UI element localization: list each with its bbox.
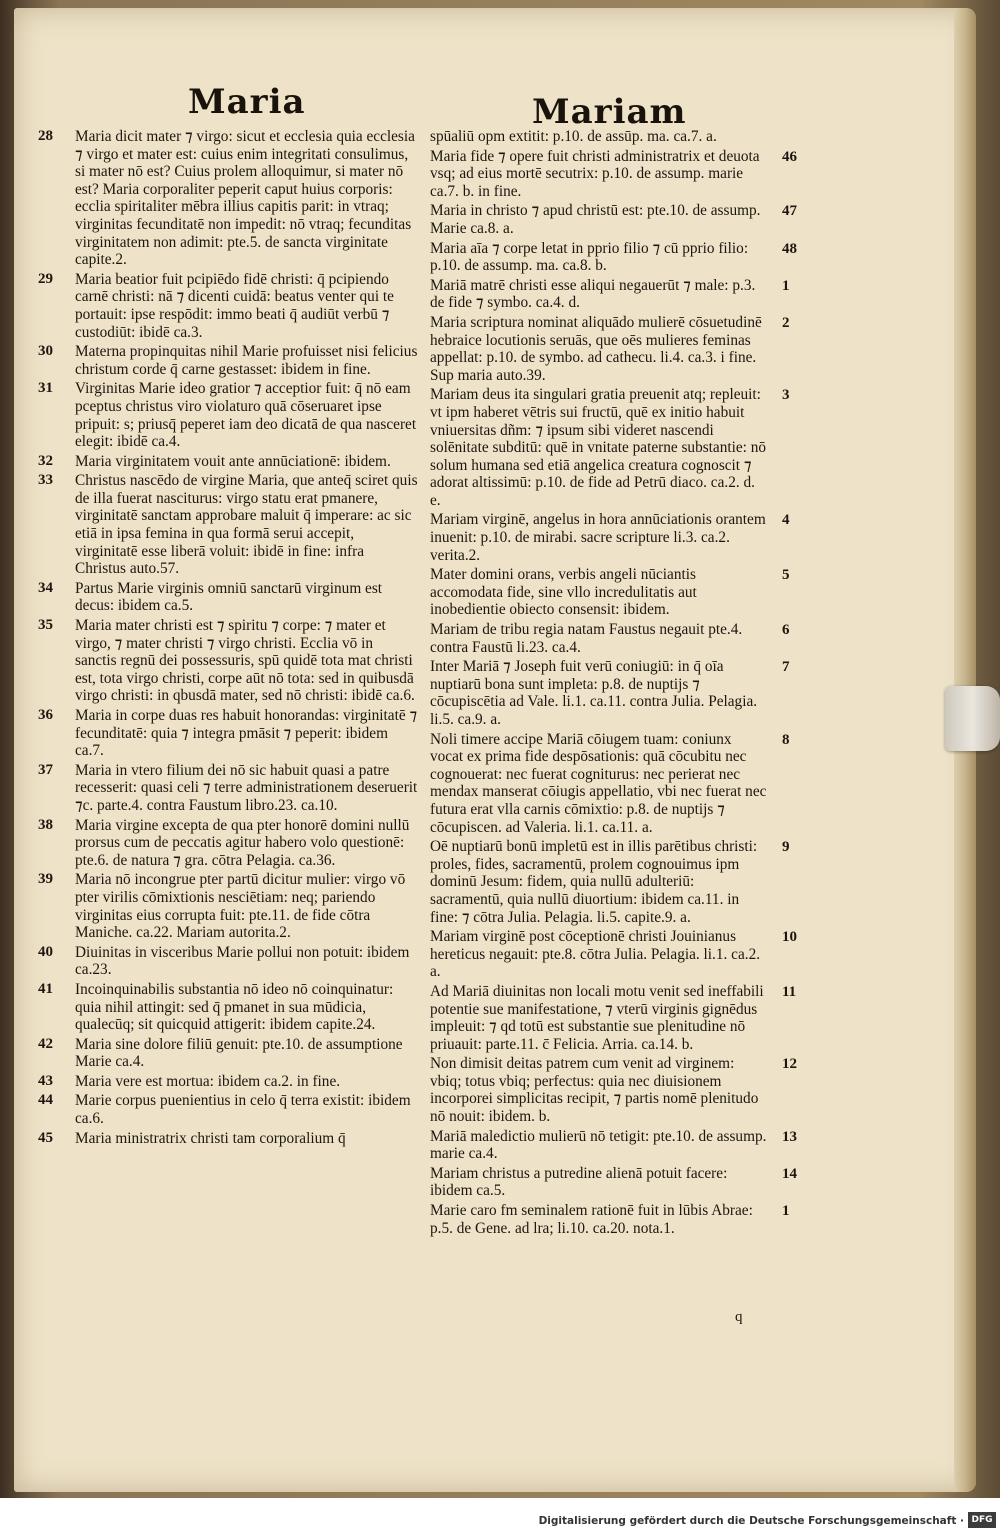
entry-number: 35: [38, 617, 53, 634]
entry-number: 46: [782, 148, 797, 165]
index-entry: [430, 1165, 810, 1200]
page-clip: [945, 686, 1000, 751]
entry-number: 47: [782, 203, 797, 220]
heading-right: Mariam: [532, 92, 687, 132]
entry-text: Maria vere est mortua: ibidem ca.2. in fine.: [75, 1072, 341, 1090]
entry-text: Non dimisit deitas patrem cum venit ad virginem: vbiq; totus vbiq; perfectus: quia nec diuisionem incorporei simplicitas recipit, ⁊ partis nomē plenitudo nō nouit: ibidem. b.: [430, 1055, 759, 1126]
entry-number: 45: [38, 1129, 53, 1146]
heading-left: Maria: [188, 82, 306, 122]
entry-text: spūaliū opm extitit: p.10. de assūp. ma. ca.7. a.: [430, 128, 717, 145]
index-entry: [430, 314, 810, 384]
entry-number: 43: [38, 1072, 53, 1089]
entry-text: Maria dicit mater ⁊ virgo: sicut et ecclesia quia ecclesia ⁊ virgo et mater est: cuius enim integritati consulimus, si mater nō est? Cuius prolem alloquimur, si mater nō est? Maria corporaliter peperit caput huius corporis: ecclia spiritaliter mēbra illius capitis parit: in vtraq; virginitas fecunditatē non impedit: nō vtraq; fecunditas virginitatem non adimit: pte.5. de sancta virginitate capite.2.: [75, 128, 415, 269]
entry-number: 1: [782, 277, 790, 294]
index-entry: [430, 658, 810, 728]
entry-text: Virginitas Marie ideo gratior ⁊ acceptior fuit: q̄ nō eam pceptus christus viro violaturo quā cōseruaret ipse pripuit: s; priusq̄ peperet iam deo dicatā de qua nasceret elegit: ibidē ca.4.: [75, 380, 417, 451]
index-entry: [430, 928, 810, 981]
entry-text: Mariam virginē, angelus in hora annūciationis orantem inuenit: p.10. de mirabi. sacre scripture li.3. ca.2. verita.2.: [430, 511, 766, 564]
entry-text: Ad Mariā diuinitas non locali motu venit sed ineffabili potentie sue manifestatione, ⁊ vterū virginis gignēdus impleuit: ⁊ qd totū est substantie sue plenitudine nō priuauit: parte.11. c̄ Felicia. Arria. ca.14. b.: [430, 982, 764, 1053]
index-entry: [38, 707, 418, 760]
entry-number: 6: [782, 622, 790, 639]
entry-number: 8: [782, 731, 790, 748]
entry-number: 48: [782, 240, 797, 257]
entry-number: 40: [38, 943, 53, 960]
index-entry: [38, 1130, 418, 1148]
entry-text: Maria ministratrix christi tam corporalium q̄: [75, 1129, 346, 1147]
index-entry: [38, 453, 418, 471]
entry-text: Noli timere accipe Mariā cōiugem tuam: coniunx vocat ex prima fide despōsationis: quā cōcubitu nec cognouerat: nec fuerat cogniturus: nec perierat nec mendax manserat cōiugis appellatio, vbi nec fuerat nec futura erat vlla carnis cōmixtio: p.8. de nuptijs ⁊ cōcupiscen. ad Valeria. li.1. ca.11. a.: [430, 730, 767, 836]
index-entry: [38, 617, 418, 705]
dfg-logo: DFG: [968, 1512, 996, 1528]
entry-text: Maria scriptura nominat aliquādo mulierē cōsuetudinē hebraice locutionis seruās, que oēs mulieres feminas appellat: p.10. de symbo. ad cathecu. li.4. ca.3. i fine. Sup maria auto.39.: [430, 313, 762, 384]
entry-number: 28: [38, 128, 53, 144]
entry-text: Maria fide ⁊ opere fuit christi administratrix et deuota vsq; ad eius mortē secutrix: p.10. de assump. marie ca.7. b. in fine.: [430, 147, 760, 200]
right-column: [430, 128, 810, 1239]
index-entry: [38, 1036, 418, 1071]
footer-credit: Digitalisierung gefördert durch die Deutsche Forschungsgemeinschaft ·: [538, 1515, 964, 1527]
entry-text: Mater domini orans, verbis angeli nūciantis accomodata fide, sine vllo incredulitatis aut inobedientie obiecto consensit: ibidem.: [430, 566, 697, 619]
entry-number: 36: [38, 707, 53, 723]
entry-text: Maria mater christi est ⁊ spiritu ⁊ corpe: ⁊ mater et virgo, ⁊ mater christi ⁊ virgo christi. Ecclia vō in sanctis regnū dei possessuris, spū quidē tota mat christi est, tota virgo christi, corpe aūt nō tota: sed in quibusdā virgo christi: in qbusdā mater, sed nō christi: ibidē ca.6.: [75, 617, 415, 705]
entry-number: 9: [782, 839, 790, 856]
entry-text: Maria beatior fuit pcipiēdo fidē christi: q̄ pcipiendo carnē christi: nā ⁊ dicenti cuidā: beatus venter qui te portauit: ipse respōdit: immo beati q̄ audiūt verbū ⁊ custodiūt: ibidē ca.3.: [75, 270, 394, 341]
entry-number: 4: [782, 512, 790, 529]
index-entry: [38, 1092, 418, 1127]
index-entry: [430, 621, 810, 656]
index-entry: [430, 386, 810, 509]
index-entry: [430, 511, 810, 564]
signature-mark: q: [735, 1309, 743, 1325]
entry-number: 44: [38, 1092, 53, 1109]
entry-text: Mariam christus a putredine alienā potuit facere: ibidem ca.5.: [430, 1164, 728, 1200]
index-entry: [38, 817, 418, 870]
entry-text: Partus Marie virginis omniū sanctarū virginum est decus: ibidem ca.5.: [75, 579, 383, 615]
entry-text: Mariā maledictio mulierū nō tetigit: pte.10. de assump. marie ca.4.: [430, 1127, 767, 1163]
entry-text: Mariam de tribu regia natam Faustus negauit pte.4. contra Faustū li.23. ca.4.: [430, 621, 743, 656]
entry-text: Oē nuptiarū bonū impletū est in illis parētibus christi: proles, fides, sacramentū, prolem cognouimus ipm dominū Jesum: fidem, quia nullū adulteriū: sacramentū, quia nullū diuortium: ibidem ca.11. in fine: ⁊ cōtra Julia. Pelagia. li.5. capite.9. a.: [430, 838, 758, 926]
index-entry: [430, 240, 810, 275]
index-entry: [38, 871, 418, 941]
index-entry: [430, 148, 810, 201]
index-entry: [430, 1202, 810, 1237]
index-entry: [430, 1128, 810, 1163]
entry-text: Maria in christo ⁊ apud christū est: pte.10. de assump. Marie ca.8. a.: [430, 202, 761, 237]
entry-number: 11: [782, 983, 797, 1000]
entry-text: Mariam virginē post cōceptionē christi Jouinianus hereticus negauit: pte.8. cōtra Julia. Pelagia. li.1. ca.2. a.: [430, 928, 761, 981]
left-column: [38, 128, 418, 1149]
entry-number: 14: [782, 1165, 797, 1182]
entry-number: 34: [38, 579, 53, 596]
index-entry: [430, 202, 810, 237]
entry-number: 3: [782, 387, 790, 404]
entry-number: 5: [782, 567, 790, 584]
index-entry: [38, 762, 418, 815]
entry-number: 30: [38, 343, 53, 360]
index-entry: [38, 380, 418, 450]
index-entry: [38, 580, 418, 615]
entry-number: 31: [38, 380, 53, 397]
entry-number: 39: [38, 871, 53, 888]
index-entry: [430, 983, 810, 1053]
index-entry: [38, 1073, 418, 1091]
entry-text: Materna propinquitas nihil Marie profuisset nisi felicius christum corde q̄ carne gestasset: ibidem in fine.: [75, 343, 418, 378]
entry-text: Mariam deus ita singulari gratia preuenit atq; repleuit: vt ipm haberet vētris sui fructū, quē ex initio habuit vniuersitas dñm: ⁊ ipsum sibi videret nascendi solēnitate subditū: quē in vnitate paterne substantie: nō solum humana sed etiā angelica creatura cognoscit ⁊ adorat altissimū: p.10. de fide ad Petrū diaco. ca.2. d. e.: [430, 386, 767, 509]
entry-text: Marie caro fm seminalem rationē fuit in lūbis Abrae: p.5. de Gene. ad lra; li.10. ca.20. nota.1.: [430, 1202, 753, 1237]
entry-number: 13: [782, 1128, 797, 1145]
index-entry: [430, 1055, 810, 1125]
entry-number: 2: [782, 314, 790, 331]
entry-text: Maria virgine excepta de qua pter honorē domini nullū prorsus cum de peccatis agitur habero volo questionē: pte.6. de natura ⁊ gra. cōtra Pelagia. ca.36.: [75, 816, 410, 869]
index-entry: [38, 128, 418, 269]
entry-text: Incoinquinabilis substantia nō ideo nō coinquinatur: quia nihil attingit: sed q̄ pmanet in sua mūdicia, qualecūq; sit quicquid attigerit: ibidem capite.24.: [75, 980, 394, 1034]
entry-number: 1: [782, 1203, 790, 1220]
index-entry: [430, 277, 810, 312]
entry-text: Marie corpus puenientius in celo q̄ terra existit: ibidem ca.6.: [75, 1092, 411, 1128]
index-entry: [38, 981, 418, 1034]
index-entry: [430, 566, 810, 619]
entry-number: 10: [782, 929, 797, 946]
index-entry: [38, 944, 418, 979]
entry-number: 38: [38, 816, 53, 833]
entry-text: Maria aīa ⁊ corpe letat in pprio filio ⁊ cū pprio filio: p.10. de assump. ma. ca.8. b.: [430, 239, 749, 275]
entry-number: 41: [38, 980, 53, 997]
entry-text: Inter Mariā ⁊ Joseph fuit verū coniugiū: in q̄ oīa nuptiarū bona sunt impleta: p.8. de nuptijs ⁊ cōcupiscētia ad Vale. li.1. ca.11. contra Julia. Pelagia. li.5. ca.9. a.: [430, 658, 758, 728]
entry-number: 7: [782, 659, 790, 676]
entry-text: Maria virginitatem vouit ante annūciationē: ibidem.: [75, 452, 391, 470]
index-entry: [38, 343, 418, 378]
index-entry: [430, 731, 810, 837]
index-entry: [38, 271, 418, 341]
entry-number: 42: [38, 1035, 53, 1052]
entry-text: Maria sine dolore filiū genuit: pte.10. de assumptione Marie ca.4.: [75, 1035, 403, 1071]
index-entry: [38, 472, 418, 578]
entry-number: 33: [38, 472, 53, 489]
entry-number: 29: [38, 270, 53, 287]
entry-text: Maria in corpe duas res habuit honorandas: virginitatē ⁊ fecunditatē: quia ⁊ integra pmāsit ⁊ peperit: ibidem ca.7.: [75, 707, 418, 760]
entry-text: Christus nascēdo de virgine Maria, que anteq̄ sciret quis de illa fuerat nasciturus: virgo statu erat pmanere, virginitatē sanctam approbare maluit q̄ imperare: ac sic etiā in ipsa femina in qua formā serui accepit, virginitatē esse liberā voluit: ibidē in fine: infra Christus auto.57.: [75, 472, 418, 578]
entry-text: Maria in vtero filium dei nō sic habuit quasi a patre recesserit: quasi celi ⁊ terre administrationem deseruerit ⁊c. parte.4. contra Faustum libro.23. ca.10.: [75, 761, 418, 814]
entry-number: 12: [782, 1056, 797, 1073]
entry-number: 32: [38, 452, 53, 469]
entry-text: Maria nō incongrue pter partū dicitur mulier: virgo vō pter virilis cōmixtionis nesciētiam: neq; pariendo virginitas eius corrupta fuit: pte.11. de fide cōtra Maniche. ca.22. Mariam autorita.2.: [75, 871, 406, 942]
index-entry: [430, 128, 810, 146]
entry-text: Diuinitas in visceribus Marie pollui non potuit: ibidem ca.23.: [75, 943, 410, 979]
entry-text: Mariā matrē christi esse aliqui negauerūt ⁊ male: p.3. de fide ⁊ symbo. ca.4. d.: [430, 276, 756, 312]
entry-number: 37: [38, 761, 53, 778]
index-entry: [430, 838, 810, 926]
